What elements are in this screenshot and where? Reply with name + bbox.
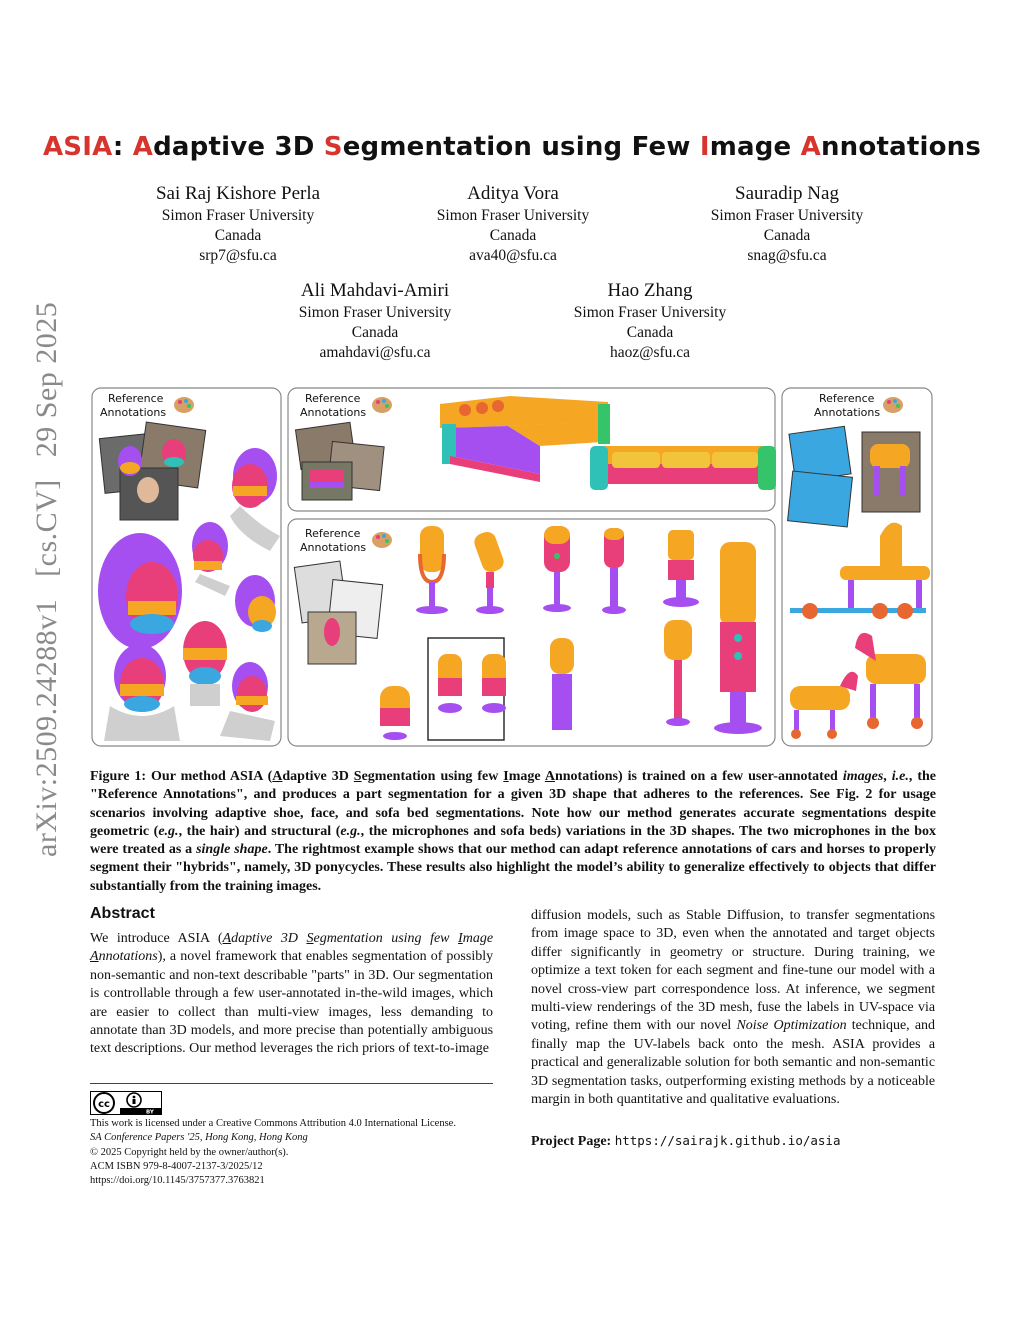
ref-label: Reference <box>305 392 361 405</box>
author-affiliation: Simon Fraser University <box>298 304 452 321</box>
ref-label: Reference <box>108 392 164 405</box>
microphone <box>550 638 574 730</box>
author-country: Canada <box>351 324 399 341</box>
author-email: srp7@sfu.ca <box>199 247 277 264</box>
author-country: Canada <box>489 227 537 244</box>
author-block <box>657 182 917 266</box>
author-country: Canada <box>214 227 262 244</box>
palette-icon <box>372 532 392 548</box>
author-affiliation: Simon Fraser University <box>573 304 727 321</box>
author-name: Aditya Vora <box>467 183 559 204</box>
isbn-line: ACM ISBN 979-8-4007-2137-3/2025/12 <box>90 1160 263 1172</box>
project-url[interactable]: https://sairajk.github.io/asia <box>614 1133 841 1148</box>
paper-title: ASIA: Adaptive 3D Segmentation using Few Image Annotations <box>42 132 982 162</box>
palette-icon <box>174 397 194 413</box>
palette-icon <box>372 397 392 413</box>
arxiv-category: [cs.CV] <box>30 479 63 577</box>
ref-photo <box>788 471 853 527</box>
ref-label: Annotations <box>300 406 367 419</box>
author-name: Hao Zhang <box>607 280 693 301</box>
arxiv-date: 29 Sep 2025 <box>30 301 63 458</box>
ref-label: Annotations <box>100 406 167 419</box>
author-country: Canada <box>763 227 811 244</box>
abstract-column-right: diffusion models, such as Stable Diffusion, to transfer segmentations from image space to 3D, even when the annotated and target objects differ significantly in geometry or structure. During training, we optimize a text token for each segment and fine-tune our model with a novel cross-view part correspondence loss. At inference, we segment multi-view renderings of the 3D mesh, fuse the labels in UV-space via voting, refine them with our novel Noise Optimization technique, and finally map the UV-labels back onto the mesh. ASIA provides a practical and generalizable solution for both semantic and non-semantic 3D segmentation tasks, outperforming existing methods by a noticeable margin in both quantitative and qualitative evaluations. <box>531 908 936 1108</box>
author-email: snag@sfu.ca <box>747 247 827 264</box>
ref-label: Reference <box>305 527 361 540</box>
teaser-figure <box>90 386 934 748</box>
author-name: Ali Mahdavi-Amiri <box>300 280 450 301</box>
author-name: Sauradip Nag <box>735 183 839 204</box>
author-affiliation: Simon Fraser University <box>161 207 315 224</box>
figure-caption: Figure 1: Our method ASIA (Adaptive 3D Segmentation using few Image Annotations) is trained on a few user-annotated images, i.e., the "Reference Annotations", and produces a part segmentation for a given 3D shape that adheres to the references. See Fig. 2 for usage scenarios involving adaptive shoe, face, and sofa bed segmentations. Note how our method generates accurate segmentations despite geometric (e.g., the hair) and structural (e.g., the microphones and sofa beds) variations in the 3D shapes. The two microphones in the box were treated as a single shape. The rightmost example shows that our method can adapt reference annotations of cars and horses to properly segment their "hybrids", namely, 3D ponycycles. These results also highlight the model’s ability to generalize effectively to objects that differ substantially from the training images. <box>90 769 937 894</box>
arxiv-id: arXiv:2509.24288v1 <box>30 598 63 857</box>
project-page <box>531 1133 840 1150</box>
license-notice <box>90 1117 510 1188</box>
footnote-rule <box>90 1083 493 1084</box>
by-label: BY <box>146 1109 154 1115</box>
conference-line: SA Conference Papers '25, Hong Kong, Hong Kong <box>90 1132 308 1144</box>
abstract-heading: Abstract <box>90 905 155 922</box>
author-name: Sai Raj Kishore Perla <box>155 183 321 204</box>
cc-by-badge <box>90 1091 162 1115</box>
author-country: Canada <box>626 324 674 341</box>
abstract-column-left: We introduce ASIA (Adaptive 3D Segmentation using few Image Annotations), a novel framework that enables segmentation of possibly non-semantic and non-text describable "parts" in 3D. Our segmentation is controllable through a few user-annotated in-the-wild images, which are easier to collect than multi-view images, less demanding to annotate than 3D models, and more precise than potentially ambiguous text descriptions. Our method leverages the rich priors of text-to-image <box>90 931 494 1057</box>
author-block <box>520 279 780 363</box>
svg-text:cc: cc <box>98 1099 110 1110</box>
author-affiliation: Simon Fraser University <box>710 207 864 224</box>
project-label: Project Page: <box>531 1134 612 1149</box>
ref-label: Annotations <box>300 541 367 554</box>
author-block <box>245 279 505 363</box>
doi-link[interactable]: https://doi.org/10.1145/3757377.3763821 <box>90 1175 265 1187</box>
sofa <box>590 446 776 490</box>
author-affiliation: Simon Fraser University <box>436 207 590 224</box>
license-line: This work is licensed under a Creative Commons Attribution 4.0 International License. <box>90 1118 456 1129</box>
palette-icon <box>883 397 903 413</box>
segmented-head <box>98 533 182 649</box>
author-block <box>108 182 368 266</box>
author-block <box>383 182 643 266</box>
copyright-line: © 2025 Copyright held by the owner/author(s). <box>90 1146 289 1158</box>
ref-label: Reference <box>819 392 875 405</box>
arxiv-stamp <box>30 301 64 857</box>
author-email: ava40@sfu.ca <box>469 247 557 264</box>
ref-label: Annotations <box>814 406 881 419</box>
author-email: amahdavi@sfu.ca <box>319 344 431 361</box>
author-email: haoz@sfu.ca <box>609 344 691 361</box>
